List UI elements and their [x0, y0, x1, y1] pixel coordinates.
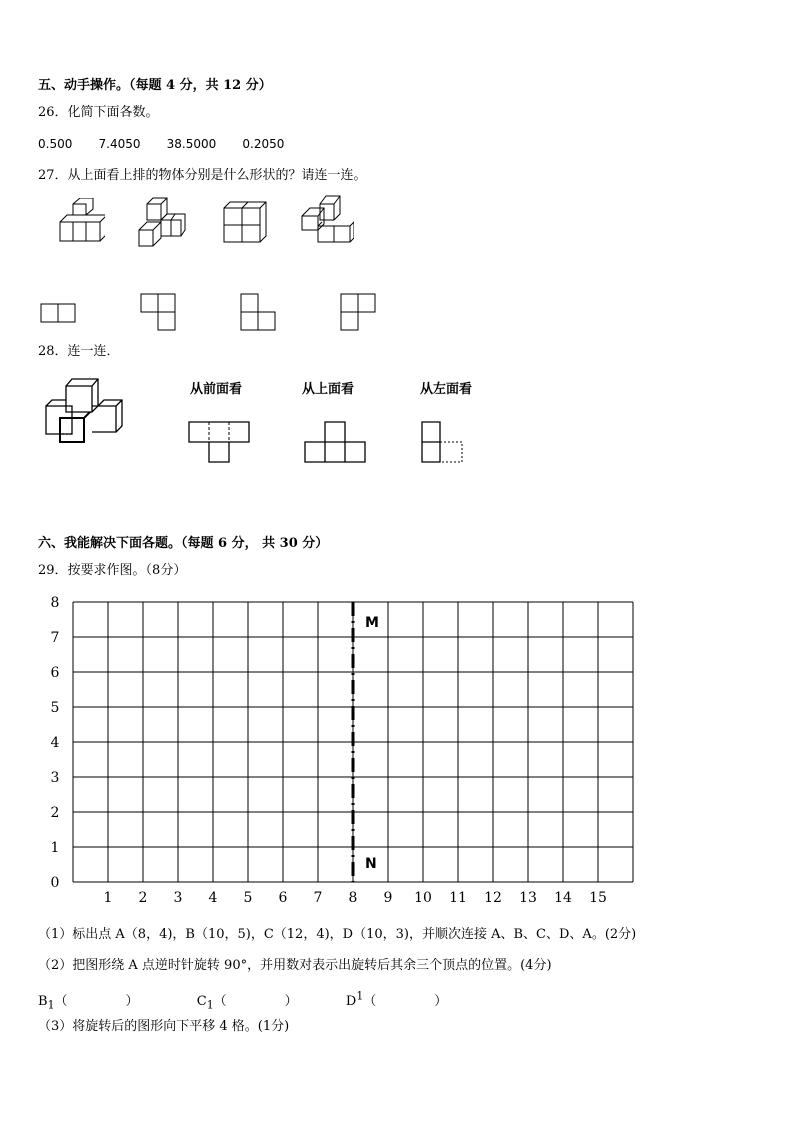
q26-number: 7.4050 [98, 137, 141, 151]
x-tick-label: 14 [554, 890, 572, 906]
q29-text: 29．按要求作图。（8分） [38, 563, 187, 578]
x-tick-label: 4 [208, 890, 218, 906]
q27-cube-figure-2 [137, 196, 187, 248]
q27-top-view-2 [140, 293, 176, 331]
section6-heading: 六、我能解决下面各题。（每题 6 分， 共 30 分） [38, 536, 329, 551]
q28-cube-figure [42, 376, 124, 444]
q27-cube-figure-3 [222, 200, 268, 244]
q27-text: 27．从上面看上排的物体分别是什么形状的？请连一连。 [38, 168, 367, 183]
q27-top-view-1 [40, 303, 76, 323]
q29-part2: （2）把图形绕 A 点逆时针旋转 90°，并用数对表示出旋转后其余三个顶点的位置。(4分) [38, 958, 552, 973]
y-tick-label: 8 [50, 595, 60, 611]
q26-number: 0.2050 [242, 137, 285, 151]
q29-part1: （1）标出点 A（8，4)，B（10，5)，C（12，4)，D（10，3)，并顺次连接 A、B、C、D、A。(2分) [38, 927, 637, 942]
q29-part3: （3）将旋转后的图形向下平移 4 格。(1分) [38, 1019, 290, 1034]
view-label-left: 从左面看 [420, 382, 473, 397]
y-tick-label: 3 [50, 770, 60, 786]
x-tick-label: 10 [414, 890, 432, 906]
y-tick-label: 2 [50, 805, 60, 821]
section5-heading: 五、动手操作。（每题 4 分，共 12 分） [38, 78, 272, 93]
label-m: M [365, 615, 379, 631]
q26-number: 38.5000 [166, 137, 217, 151]
q27-top-view-3 [240, 293, 276, 331]
y-tick-label: 0 [50, 875, 60, 891]
y-tick-label: 7 [50, 630, 60, 646]
q27-cube-figure-4 [300, 192, 354, 246]
q26-numbers [38, 136, 306, 153]
x-tick-label: 3 [173, 890, 183, 906]
x-tick-label: 11 [449, 890, 467, 906]
x-tick-label: 15 [589, 890, 607, 906]
answer-c1: $C_1$（ ） [196, 994, 298, 1012]
q28-top-view [303, 420, 367, 464]
q27-cube-figure-1 [55, 198, 105, 246]
x-tick-label: 6 [278, 890, 288, 906]
answer-d1: $D^1$（ ） [345, 990, 448, 1010]
q26-number: 0.500 [38, 137, 73, 151]
grid-labels [51, 595, 607, 906]
q28-text: 28．连一连． [38, 344, 120, 359]
y-tick-label: 4 [50, 735, 60, 751]
y-tick-label: 1 [50, 840, 60, 856]
q28-left-view [420, 420, 466, 464]
x-tick-label: 1 [103, 890, 113, 906]
x-tick-label: 12 [484, 890, 502, 906]
label-n: N [365, 856, 377, 872]
x-tick-label: 5 [243, 890, 253, 906]
view-label-front: 从前面看 [190, 382, 243, 397]
q26-text: 26．化简下面各数。 [38, 105, 159, 120]
x-tick-label: 8 [348, 890, 358, 906]
q27-top-view-4 [340, 293, 376, 331]
y-tick-label: 5 [50, 700, 60, 716]
coordinate-grid [30, 590, 650, 912]
answer-b1: $B_1$（ ） [38, 994, 139, 1012]
y-tick-label: 6 [50, 665, 60, 681]
view-label-top: 从上面看 [302, 382, 355, 397]
x-tick-label: 13 [519, 890, 537, 906]
x-tick-label: 7 [313, 890, 323, 906]
q28-front-view [188, 420, 250, 464]
x-tick-label: 9 [383, 890, 393, 906]
q29-answer-row [38, 989, 447, 1014]
x-tick-label: 2 [138, 890, 148, 906]
